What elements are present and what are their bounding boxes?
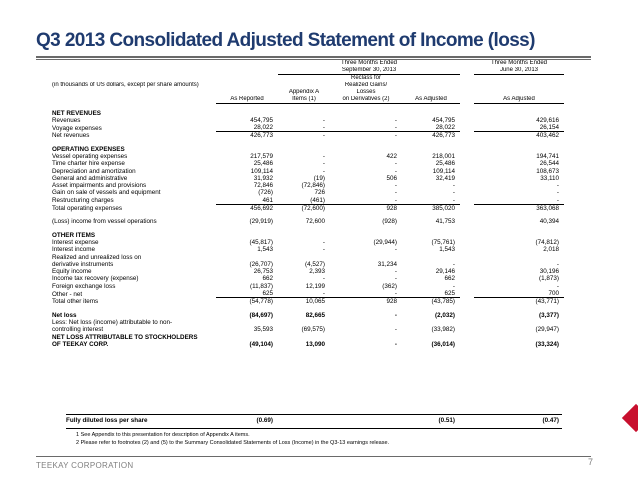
table-row bbox=[50, 153, 564, 160]
row-value: 30,196 bbox=[539, 268, 559, 276]
row-value: (3,377) bbox=[539, 311, 559, 319]
table-row bbox=[50, 334, 564, 341]
row-label: (Loss) income from vessel operations bbox=[52, 218, 157, 226]
page-number: 7 bbox=[588, 457, 594, 467]
row-value: 461 bbox=[262, 196, 273, 204]
row-value: 625 bbox=[262, 290, 273, 298]
row-value: - bbox=[394, 124, 397, 132]
row-value: 28,022 bbox=[435, 124, 455, 132]
table-row bbox=[50, 104, 564, 117]
row-value: - bbox=[322, 238, 325, 246]
row-value: (69,575) bbox=[301, 326, 325, 334]
row-label: Total other items bbox=[52, 298, 99, 306]
row-value: - bbox=[452, 196, 455, 204]
row-value: - bbox=[452, 189, 455, 197]
row-value: (72,846) bbox=[301, 182, 325, 190]
as-adjusted-header: As Adjusted bbox=[402, 96, 460, 104]
row-value: (26,707) bbox=[249, 260, 273, 268]
row-value: - bbox=[452, 260, 455, 268]
row-value: 33,110 bbox=[540, 174, 559, 182]
row-label: Time charter hire expense bbox=[52, 160, 125, 168]
row-label: Restructuring charges bbox=[52, 197, 114, 205]
row-value: - bbox=[394, 311, 397, 319]
header-row-5 bbox=[50, 89, 564, 96]
row-value bbox=[278, 334, 330, 341]
row-label: Net loss bbox=[52, 311, 77, 319]
row-value bbox=[402, 334, 460, 341]
footnotes bbox=[76, 431, 389, 447]
row-value: 25,486 bbox=[253, 160, 273, 168]
row-value bbox=[216, 104, 278, 117]
row-value: 13,090 bbox=[305, 340, 325, 348]
row-value: - bbox=[322, 124, 325, 132]
row-value: - bbox=[322, 167, 325, 175]
row-value: (362) bbox=[382, 282, 397, 290]
row-value: (45,817) bbox=[249, 238, 273, 246]
reclass-header-4: on Derivatives (2) bbox=[330, 96, 402, 104]
header-row-2 bbox=[50, 67, 564, 75]
table-row bbox=[50, 212, 564, 225]
row-value: (29,919) bbox=[249, 218, 273, 226]
table-row bbox=[50, 261, 564, 268]
row-value: 426,773 bbox=[216, 132, 278, 140]
page-title: Q3 2013 Consolidated Adjusted Statement of Income (loss) bbox=[36, 30, 535, 51]
appendix-header-1: Appendix A bbox=[288, 89, 320, 95]
row-value bbox=[330, 254, 402, 261]
row-label: Realized and unrealized loss on bbox=[52, 253, 142, 261]
eps-as-adjusted-prior: (0.47) bbox=[542, 417, 559, 424]
row-value: - bbox=[322, 246, 325, 254]
header-row-4 bbox=[50, 82, 564, 89]
row-value: 40,394 bbox=[539, 218, 559, 226]
row-value: - bbox=[394, 268, 397, 276]
table-row bbox=[50, 239, 564, 246]
row-value bbox=[402, 254, 460, 261]
row-value: - bbox=[278, 132, 330, 140]
row-value: - bbox=[394, 290, 397, 298]
row-value bbox=[216, 319, 278, 326]
row-value: 662 bbox=[262, 275, 273, 283]
row-value bbox=[474, 226, 564, 239]
row-value: - bbox=[452, 282, 455, 290]
table-row bbox=[50, 341, 564, 348]
row-value: 928 bbox=[330, 298, 402, 306]
row-value: (54,778) bbox=[216, 298, 278, 306]
row-label: Other - net bbox=[52, 290, 83, 298]
group2-title: Three Months Ended bbox=[490, 60, 548, 66]
row-value bbox=[474, 319, 564, 326]
row-label: Interest expense bbox=[52, 238, 99, 246]
row-value: - bbox=[322, 275, 325, 283]
row-value bbox=[216, 334, 278, 341]
header-row-6 bbox=[50, 96, 564, 104]
row-value: (11,837) bbox=[250, 282, 273, 290]
row-value: 700 bbox=[548, 290, 559, 298]
row-label: Total operating expenses bbox=[52, 205, 123, 213]
row-label: OTHER ITEMS bbox=[52, 231, 96, 239]
row-value: 403,462 bbox=[474, 132, 564, 140]
row-label: Vessel operating expenses bbox=[52, 152, 128, 160]
row-value: - bbox=[394, 160, 397, 168]
row-value: - bbox=[556, 189, 559, 197]
header-row-1 bbox=[50, 60, 564, 67]
row-label: Net revenues bbox=[52, 132, 90, 140]
row-value: 1,543 bbox=[439, 246, 455, 254]
row-value bbox=[216, 226, 278, 239]
row-value: (2,032) bbox=[435, 311, 455, 319]
row-value: (33,324) bbox=[535, 340, 559, 348]
row-value bbox=[402, 226, 460, 239]
row-value: 625 bbox=[444, 290, 455, 298]
row-value bbox=[402, 140, 460, 153]
row-value: - bbox=[322, 290, 325, 298]
row-value: - bbox=[394, 116, 397, 124]
row-value: 31,234 bbox=[377, 260, 397, 268]
row-value: 29,146 bbox=[435, 268, 455, 276]
row-value bbox=[330, 334, 402, 341]
row-value: - bbox=[330, 132, 402, 140]
table-row bbox=[50, 319, 564, 326]
row-value: 109,114 bbox=[250, 167, 273, 175]
row-value bbox=[278, 226, 330, 239]
row-value: 72,846 bbox=[253, 182, 273, 190]
appendix-header-2: Items (1) bbox=[278, 96, 330, 104]
row-value: 456,692 bbox=[216, 205, 278, 213]
row-label: Less: Net loss (income) attributable to non- bbox=[52, 318, 173, 326]
table-row bbox=[50, 226, 564, 239]
table-row bbox=[50, 205, 564, 213]
row-label: Voyage expenses bbox=[52, 124, 102, 132]
row-label: Depreciation and amortization bbox=[52, 167, 136, 175]
reclass-header-1: Reclass for bbox=[350, 75, 381, 81]
row-value bbox=[330, 226, 402, 239]
row-value: 429,616 bbox=[536, 116, 559, 124]
footer-rule bbox=[36, 456, 591, 457]
table-row bbox=[50, 275, 564, 282]
row-value: (29,944) bbox=[373, 238, 397, 246]
row-label: Gain on sale of vessels and equipment bbox=[52, 189, 161, 197]
table-row bbox=[50, 168, 564, 175]
row-value: - bbox=[394, 182, 397, 190]
row-value: 10,065 bbox=[278, 298, 330, 306]
row-value bbox=[278, 254, 330, 261]
row-value: (49,104) bbox=[249, 340, 273, 348]
row-value: 12,199 bbox=[305, 282, 325, 290]
row-value: 218,001 bbox=[432, 152, 455, 160]
eps-reclass bbox=[330, 416, 402, 425]
eps-label: Fully diluted loss per share bbox=[66, 417, 148, 424]
row-value: 41,753 bbox=[435, 218, 455, 226]
group2-date: June 30, 2013 bbox=[474, 67, 564, 75]
row-value: - bbox=[394, 196, 397, 204]
row-value bbox=[402, 104, 460, 117]
row-value: 32,419 bbox=[435, 174, 455, 182]
row-label: OF TEEKAY CORP. bbox=[52, 340, 109, 348]
row-label: Equity income bbox=[52, 268, 92, 276]
row-value: - bbox=[394, 275, 397, 283]
row-value: 72,600 bbox=[305, 218, 325, 226]
row-value: 26,154 bbox=[539, 124, 559, 132]
row-value: 26,544 bbox=[539, 160, 559, 168]
table-row bbox=[50, 124, 564, 132]
row-value bbox=[330, 140, 402, 153]
table-row bbox=[50, 160, 564, 167]
row-value: 385,020 bbox=[402, 205, 460, 213]
company-name: TEEKAY CORPORATION bbox=[36, 461, 134, 470]
eps-as-adjusted: (0.51) bbox=[438, 417, 455, 424]
title-rule-thick bbox=[36, 56, 591, 58]
row-label: Foreign exchange loss bbox=[52, 282, 116, 290]
row-value: 454,795 bbox=[432, 116, 455, 124]
row-label: NET REVENUES bbox=[52, 109, 101, 117]
row-value: - bbox=[394, 189, 397, 197]
row-value: 426,773 bbox=[402, 132, 460, 140]
row-value bbox=[474, 334, 564, 341]
row-value: 662 bbox=[444, 275, 455, 283]
row-value: (72,600) bbox=[278, 205, 330, 213]
row-value: (75,761) bbox=[431, 238, 455, 246]
row-value bbox=[216, 254, 278, 261]
row-value: (461) bbox=[310, 196, 325, 204]
table-row bbox=[50, 326, 564, 333]
table-row bbox=[50, 254, 564, 261]
table-row bbox=[50, 197, 564, 205]
row-value: (36,014) bbox=[431, 340, 455, 348]
row-value bbox=[330, 319, 402, 326]
row-value: 928 bbox=[330, 205, 402, 213]
table-row bbox=[50, 182, 564, 189]
table-row bbox=[50, 290, 564, 298]
row-value: (43,785) bbox=[402, 298, 460, 306]
footnote-1: 1 See Appendix to this presentation for description of Appendix A items. bbox=[76, 432, 250, 438]
as-adjusted-prior-header: As Adjusted bbox=[474, 96, 564, 104]
row-label: derivative instruments bbox=[52, 260, 114, 268]
row-label: NET LOSS ATTRIBUTABLE TO STOCKHOLDERS bbox=[52, 333, 198, 341]
row-value: - bbox=[394, 246, 397, 254]
row-value: 31,932 bbox=[253, 174, 273, 182]
row-value bbox=[474, 104, 564, 117]
table-row bbox=[50, 283, 564, 290]
reclass-header-2: Realized Gains/ bbox=[344, 82, 388, 88]
row-value: 1,543 bbox=[257, 246, 273, 254]
row-value: 217,579 bbox=[250, 152, 273, 160]
row-value: (74,812) bbox=[535, 238, 559, 246]
row-value bbox=[278, 104, 330, 117]
table-row bbox=[50, 189, 564, 196]
row-value: 28,022 bbox=[253, 124, 273, 132]
row-value bbox=[474, 140, 564, 153]
row-label: Interest income bbox=[52, 246, 96, 254]
row-value bbox=[474, 254, 564, 261]
row-value bbox=[330, 104, 402, 117]
row-value: 726 bbox=[314, 189, 325, 197]
eps-row bbox=[50, 416, 564, 425]
row-value: 26,753 bbox=[253, 268, 273, 276]
row-value: 2,393 bbox=[309, 268, 325, 276]
row-label: General and administrative bbox=[52, 174, 128, 182]
row-value: 363,068 bbox=[474, 205, 564, 213]
row-label: OPERATING EXPENSES bbox=[52, 145, 125, 153]
row-value: - bbox=[452, 182, 455, 190]
eps-appendix bbox=[278, 416, 330, 425]
table-row bbox=[50, 298, 564, 306]
table-row bbox=[50, 268, 564, 275]
row-value: (1,873) bbox=[539, 275, 559, 283]
row-label: controlling interest bbox=[52, 326, 104, 334]
row-value: - bbox=[322, 160, 325, 168]
row-value: (19) bbox=[313, 174, 325, 182]
table-row bbox=[50, 306, 564, 319]
row-value: 422 bbox=[386, 152, 397, 160]
units-note: (in thousands of US dollars, except per share amounts) bbox=[52, 82, 199, 88]
row-value: 25,486 bbox=[435, 160, 455, 168]
row-value: - bbox=[322, 152, 325, 160]
eps-table bbox=[50, 416, 564, 425]
row-value bbox=[278, 319, 330, 326]
row-value: (33,982) bbox=[431, 326, 455, 334]
row-value: 108,673 bbox=[536, 167, 559, 175]
table-row bbox=[50, 246, 564, 253]
reclass-header-3: Losses bbox=[356, 89, 376, 95]
row-value: (4,527) bbox=[305, 260, 325, 268]
row-value: 194,741 bbox=[536, 152, 559, 160]
row-value: 2,018 bbox=[543, 246, 559, 254]
group1-date: September 30, 2013 bbox=[278, 67, 460, 75]
eps-as-reported: (0.69) bbox=[256, 417, 273, 424]
row-value: - bbox=[556, 260, 559, 268]
row-value bbox=[278, 140, 330, 153]
row-value: 35,593 bbox=[253, 326, 273, 334]
group1-title: Three Months Ended bbox=[340, 60, 398, 66]
as-reported-header: As Reported bbox=[216, 96, 278, 104]
row-value: - bbox=[556, 182, 559, 190]
row-value: - bbox=[556, 196, 559, 204]
row-value: (43,771) bbox=[474, 298, 564, 306]
row-value: (29,947) bbox=[535, 326, 559, 334]
row-value: 454,795 bbox=[250, 116, 273, 124]
table-row bbox=[50, 140, 564, 153]
row-value: 109,114 bbox=[432, 167, 455, 175]
footnote-2: 2 Please refer to footnotes (2) and (5) to the Summary Consolidated Statements of Loss (Income) in the Q3-13 earnings release. bbox=[76, 440, 390, 446]
row-value: (726) bbox=[258, 189, 273, 197]
row-label: Revenues bbox=[52, 116, 81, 124]
table-row bbox=[50, 117, 564, 124]
table-row bbox=[50, 132, 564, 140]
header-row-3 bbox=[50, 75, 564, 83]
income-statement-table bbox=[50, 60, 564, 348]
row-value: - bbox=[322, 116, 325, 124]
row-value: - bbox=[556, 282, 559, 290]
row-value: (84,697) bbox=[249, 311, 273, 319]
row-label: Asset impairments and provisions bbox=[52, 182, 147, 190]
row-value: 82,665 bbox=[305, 311, 325, 319]
row-value bbox=[402, 319, 460, 326]
table-row bbox=[50, 175, 564, 182]
row-value: - bbox=[394, 167, 397, 175]
row-value: 506 bbox=[386, 174, 397, 182]
row-value: - bbox=[394, 326, 397, 334]
row-value: (928) bbox=[382, 218, 397, 226]
row-value: - bbox=[394, 340, 397, 348]
row-label: Income tax recovery (expense) bbox=[52, 275, 139, 283]
row-value bbox=[216, 140, 278, 153]
